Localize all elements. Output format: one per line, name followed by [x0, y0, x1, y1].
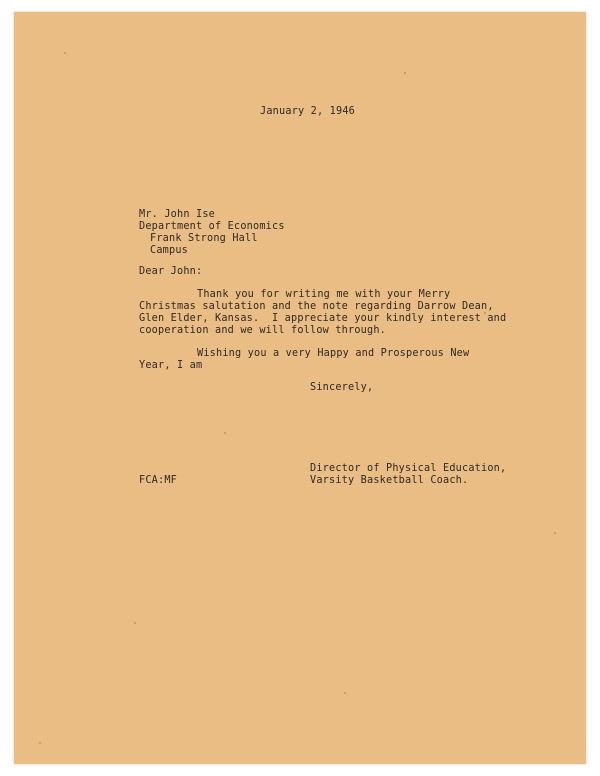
body-line: Glen Elder, Kansas. I appreciate your kindly interest and [139, 313, 507, 324]
paper-speck [554, 532, 556, 534]
reference-initials: FCA:MF [139, 475, 178, 486]
paper-speck [404, 72, 406, 74]
body-line: Thank you for writing me with your Merry [197, 289, 451, 300]
paper-speck [134, 622, 136, 624]
letter-page [14, 12, 586, 764]
recipient-building: Frank Strong Hall [150, 233, 258, 244]
body-line: Christmas salutation and the note regarding Darrow Dean, [139, 301, 494, 312]
recipient-department: Department of Economics [139, 221, 285, 232]
letter-date: January 2, 1946 [260, 106, 356, 117]
recipient-name: Mr. John Ise [139, 209, 216, 220]
signature-title-line: Varsity Basketball Coach. [310, 475, 469, 486]
recipient-location: Campus [150, 245, 189, 256]
paper-speck [344, 692, 346, 694]
body-line: cooperation and we will follow through. [139, 325, 387, 336]
signature-title-line: Director of Physical Education, [310, 463, 507, 474]
paper-speck [39, 742, 41, 744]
body-line: Year, I am [139, 360, 203, 371]
paper-speck [224, 432, 226, 434]
body-line: Wishing you a very Happy and Prosperous New [197, 348, 470, 359]
closing: Sincerely, [310, 382, 374, 393]
salutation: Dear John: [139, 266, 203, 277]
paper-speck [64, 52, 66, 54]
